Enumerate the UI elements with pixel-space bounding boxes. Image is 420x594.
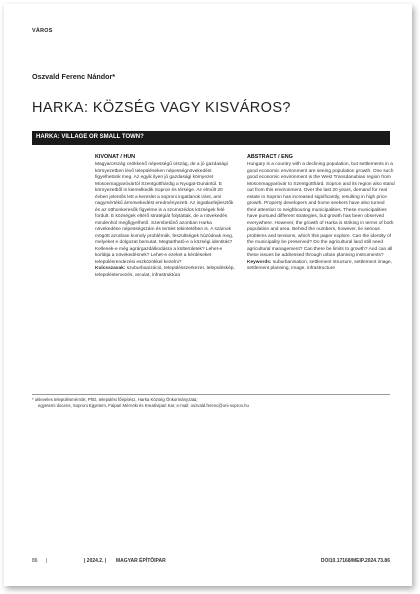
abstract-english xyxy=(247,154,395,273)
footnote-line-2: egyetemi docens, Soproni Egyetem, Faipari Mérnöki és Kreatívipari Kar, e-mail: oszvald.ferenc@uni-sopron.hu xyxy=(38,403,249,408)
doi-label: DOI10.17168/MEIP.2024.73.86 xyxy=(320,558,390,564)
keywords-hu-list: szuburbanizáció, településszerkezet, településkép, településtervezés, arculat, infrastruktúra xyxy=(95,266,235,278)
english-title-bar xyxy=(32,131,390,145)
abstract-en-text: Hungary is a country with a declining population, but settlements in a good economic environment are seeing population growth. One such good economic environment is the West Transdanubian region from Mosonmagyaróvár to Szentgotthárd. Sopron and its region also stand out from this environment. Over the last 20 years, demand for real estate in Sopron has increased significantly, resulting in high price growth. Property developers and home seekers have also turned their attention to neighbouring municipalities. These municipalities have pursued different strategies, but growth has been observed everywhere. However, the growth of Harka is striking in terms of both population and area. Behind the numbers, however, lie serious problems and tensions, which this paper explore. Can the identity of the municipality be preserved? Do the agricultural land still need agricultural management? Can there be limits to growth? And can all these issues be addressed through urban planning instruments? xyxy=(247,162,395,258)
section-label: VÁROS xyxy=(32,28,53,34)
page-footer xyxy=(32,558,390,566)
english-title: HARKA: VILLAGE OR SMALL TOWN? xyxy=(36,134,144,141)
issue-label: | 2024.2. | xyxy=(84,558,107,564)
keywords-en-label: Keywords: xyxy=(247,259,272,265)
abstract-en-heading: ABSTRACT / ENG xyxy=(247,154,293,160)
footnote-line-1: * okleveles településmérnök, PhD, települési főépítész, Harka Község Önkormányzata; xyxy=(32,397,198,402)
keywords-en-list: suburbanisation, settlement structure, settlement image, settlement planning, image, infrastructure xyxy=(247,259,393,271)
article-title: HARKA: KÖZSÉG VAGY KISVÁROS? xyxy=(32,100,291,116)
keywords-hu-label: Kulcsszavak: xyxy=(95,266,126,271)
author-footnote xyxy=(32,397,392,409)
abstract-hu-heading: KIVONAT / HUN xyxy=(95,154,136,160)
footnote-divider xyxy=(32,394,390,395)
abstract-hungarian xyxy=(95,154,235,279)
abstract-hu-text: Magyarország csökkenő népességű ország, de a jó gazdasági környezetben lévő településeken népességnövekedést figyelhetünk meg. Az egyik ilyen jó gazdasági környezet Mosonmagyaróvártól Szentgotthárdig a Nyugat-Dunántúl. E környezetből is kiemelkedik Sopron és térsége. Az elmúlt 20 évben jelentős lett a kereslet a soproni ingatlanok iránt, ami nagymértékű ármövekedést eredményezett. Az ingatlanfejlesztők és az otthonkeresők figyelme is a szomszédos községek felé fordult. E községek eltérő stratégiát folytattak, de a növekedés mindenhol megfigyelhető. Szembetűnő azonban Harka növekedése népességszám és terület tekintetében is. A számok mögött azonban komoly problémák, feszültségek húzódnak meg, melyeket e dolgozat bemutat. Megtartható-e a községi identitás? Kellenek-e még agrárgazdálkodásra a külterületek? Lehet-e korlátja a növekedésnek? Lehet-e ezeket a kérdéseket településrendezési eszközökkel kezelni? xyxy=(95,162,234,265)
page-sheet xyxy=(4,4,412,586)
keywords-hu xyxy=(95,266,235,279)
keywords-en xyxy=(247,260,395,273)
page-number: 86 xyxy=(32,558,38,564)
author-name: Oszvald Ferenc Nándor* xyxy=(32,72,116,81)
journal-name: MAGYAR ÉPÍTŐIPAR xyxy=(116,558,166,564)
footer-separator: | xyxy=(46,558,48,564)
